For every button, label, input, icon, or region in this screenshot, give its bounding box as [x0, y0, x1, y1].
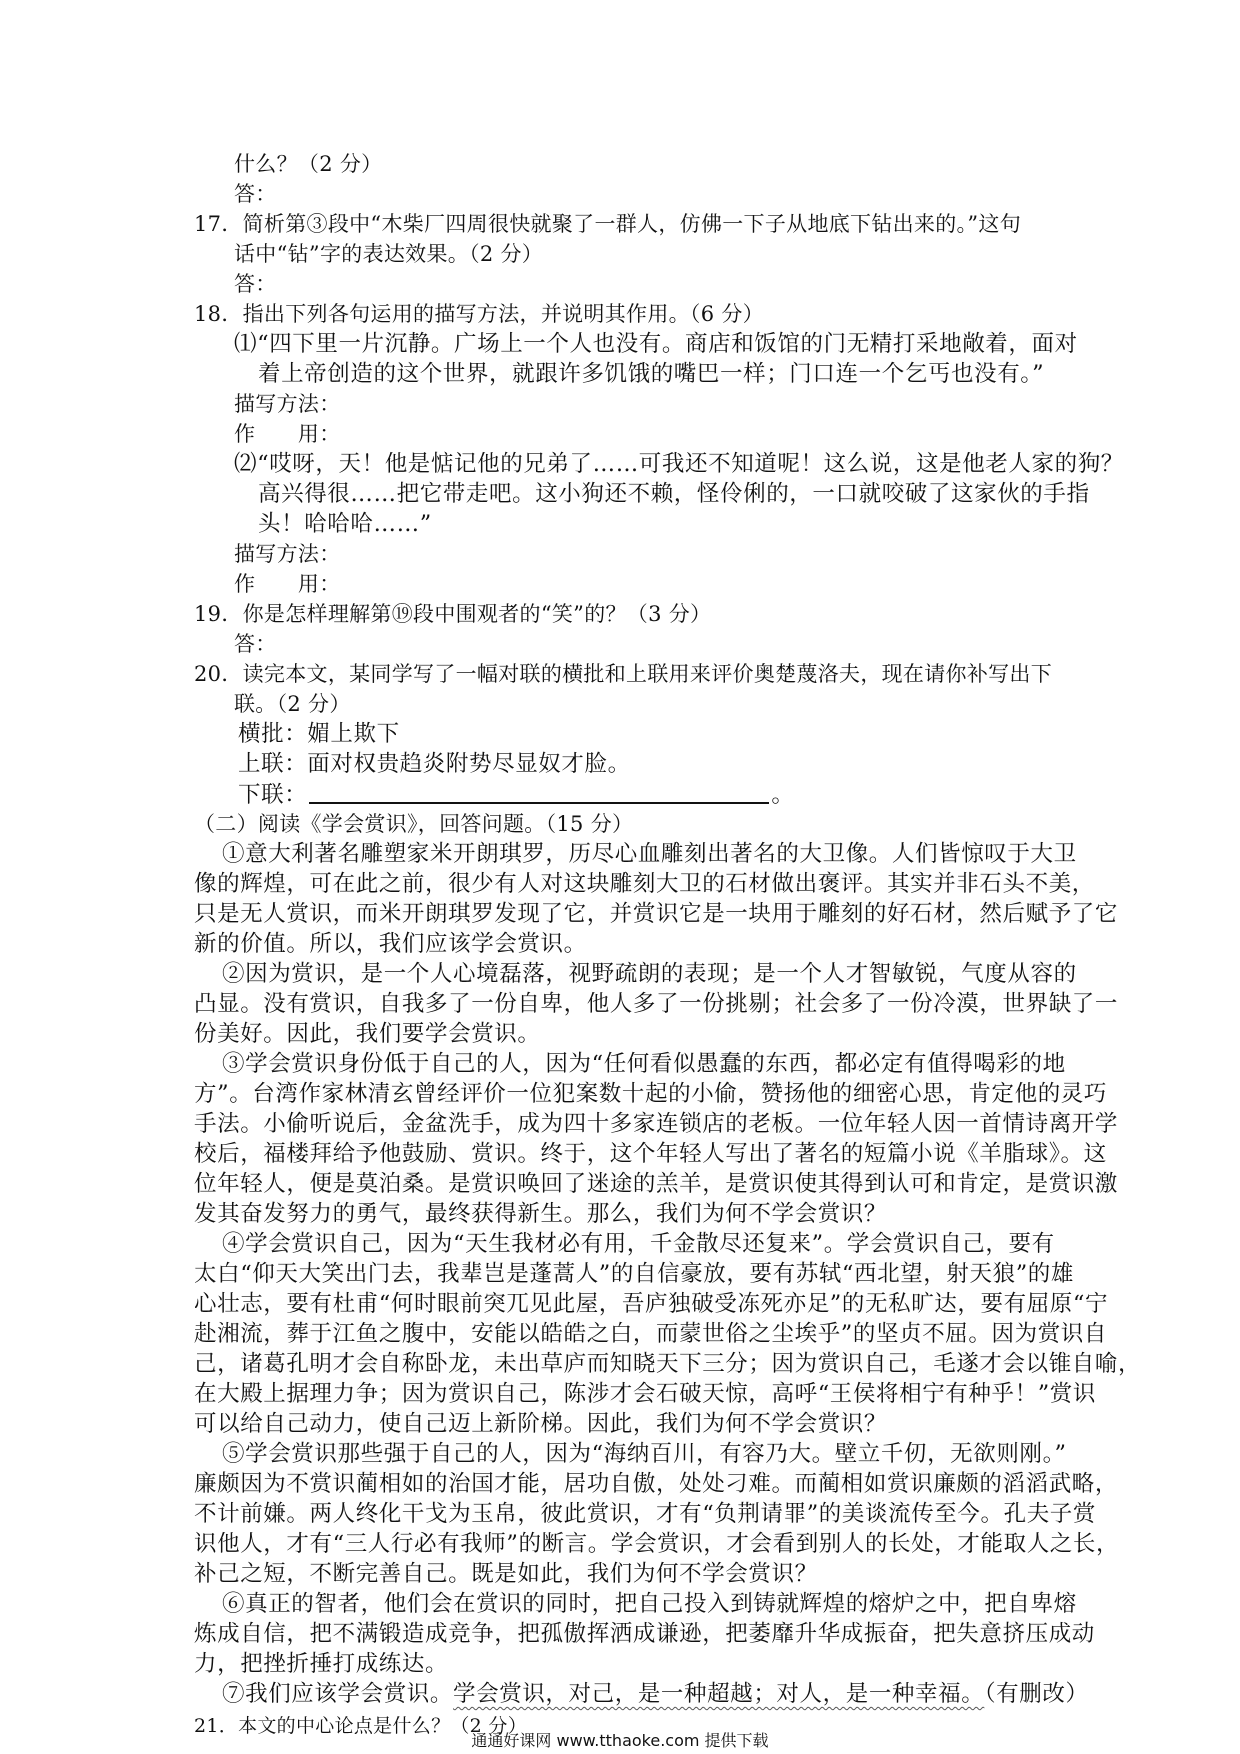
p7-note: （有删改） [984, 1681, 1089, 1707]
q20-line2: 联。（2 分） [234, 692, 351, 716]
q20-xialian [238, 780, 794, 809]
passage-line: 炼成自信，把不满锻造成竞争，把孤傲挥洒成谦逊，把萎靡升华成振奋，把失意挤压成动 [194, 1621, 1095, 1647]
passage-line: 份美好。因此，我们要学会赏识。 [194, 1021, 541, 1047]
q20-xialian-label: 下联： [238, 782, 308, 808]
passage-line: 凸显。没有赏识，自我多了一份自卑，他人多了一份挑剔；社会多了一份冷漠，世界缺了一 [194, 991, 1119, 1017]
q18-header: 18．指出下列各句运用的描写方法，并说明其作用。（6 分） [194, 302, 764, 326]
q16-line: 什么？（2 分） [234, 152, 383, 176]
passage-line: 只是无人赏识，而米开朗琪罗发现了它，并赏识它是一块用于雕刻的好石材，然后赋予了它 [194, 901, 1119, 927]
passage-line: 手法。小偷听说后，金盆洗手，成为四十多家连锁店的老板。一位年轻人因一首情诗离开学 [194, 1111, 1119, 1137]
passage-title: （二）阅读《学会赏识》，回答问题。（15 分） [194, 812, 634, 836]
q19-line: 19．你是怎样理解第⑲段中围观者的“笑”的？（3 分） [194, 602, 712, 626]
passage-line: 己，诸葛孔明才会自称卧龙，未出草庐而知晓天下三分；因为赏识自己，毛遂才会以锥自喻， [194, 1351, 1142, 1377]
passage-line: ①意大利著名雕塑家米开朗琪罗，历尽心血雕刻出著名的大卫像。人们皆惊叹于大卫 [222, 841, 1077, 867]
q18-s1-line1: ⑴“四下里一片沉静。广场上一个人也没有。商店和饭馆的门无精打采地敞着，面对 [234, 331, 1078, 357]
q20-xialian-end: 。 [771, 782, 795, 808]
passage-p7 [222, 1680, 1089, 1708]
q21-line: 21．本文的中心论点是什么？（2 分） [194, 1715, 528, 1737]
passage-line: 发其奋发努力的勇气，最终获得新生。那么，我们为何不学会赏识？ [194, 1201, 888, 1227]
passage-line: ⑤学会赏识那些强于自己的人，因为“海纳百川，有容乃大。壁立千仞，无欲则刚。” [222, 1441, 1067, 1467]
q18-s1-effect: 作 用： [234, 422, 341, 446]
q20-hengpi: 横批：媚上欺下 [238, 721, 400, 747]
passage-line: 赴湘流，葬于江鱼之腹中，安能以皓皓之白，而蒙世俗之尘埃乎”的坚贞不屈。因为赏识自 [194, 1321, 1108, 1347]
passage-line: 识他人，才有“三人行必有我师”的断言。学会赏识，才会看到别人的长处，才能取人之长， [194, 1531, 1120, 1557]
passage-line: 在大殿上据理力争；因为赏识自己，陈涉才会石破天惊，高呼“王侯将相宁有种乎！”赏识 [194, 1381, 1097, 1407]
q18-s1-method: 描写方法： [234, 392, 341, 416]
passage-line: ②因为赏识，是一个人心境磊落，视野疏朗的表现；是一个人才智敏锐，气度从容的 [222, 961, 1077, 987]
passage-line: 方”。台湾作家林清玄曾经评价一位犯案数十起的小偷，赞扬他的细密心思，肯定他的灵巧 [194, 1081, 1108, 1107]
passage-line: 位年轻人，便是莫泊桑。是赏识唤回了迷途的羔羊，是赏识使其得到认可和肯定，是赏识激 [194, 1171, 1119, 1197]
q20-shanglian: 上联：面对权贵趋炎附势尽显奴才脸。 [238, 751, 631, 777]
q17-answer: 答： [234, 272, 277, 296]
passage-line: 校后，福楼拜给予他鼓励、赏识。终于，这个年轻人写出了著名的短篇小说《羊脂球》。这 [194, 1141, 1107, 1167]
passage-line: ③学会赏识身份低于自己的人，因为“任何看似愚蠢的东西，都必定有值得喝彩的地 [222, 1051, 1066, 1077]
q18-s2-effect: 作 用： [234, 572, 341, 596]
q18-s2-method: 描写方法： [234, 542, 341, 566]
passage-line: 廉颇因为不赏识蔺相如的治国才能，居功自傲，处处刁难。而蔺相如赏识廉颇的滔滔武略， [194, 1471, 1119, 1497]
q20-line1: 20．读完本文，某同学写了一幅对联的横批和上联用来评价奥楚蔑洛夫，现在请你补写出下 [194, 662, 1053, 686]
passage-line: 太白“仰天大笑出门去，我辈岂是蓬蒿人”的自信豪放，要有苏轼“西北望，射天狼”的雄 [194, 1261, 1075, 1287]
xialian-answer-blank[interactable] [309, 780, 769, 804]
q18-s1-line2: 着上帝创造的这个世界，就跟许多饥饿的嘴巴一样；门口连一个乞丐也没有。” [258, 361, 1045, 387]
passage-line: 像的辉煌，可在此之前，很少有人对这块雕刻大卫的石材做出褒评。其实并非石头不美， [194, 871, 1095, 897]
q18-s2-line2: 高兴得很……把它带走吧。这小狗还不赖，怪伶俐的，一口就咬破了这家伙的手指 [258, 481, 1090, 507]
passage-line: ⑥真正的智者，他们会在赏识的同时，把自己投入到铸就辉煌的熔炉之中，把自卑熔 [222, 1591, 1077, 1617]
q18-s2-line3: 头！哈哈哈……” [258, 511, 432, 537]
q17-line1: 17．简析第③段中“木柴厂四周很快就聚了一群人，仿佛一下子从地底下钻出来的。”这句 [194, 212, 1021, 236]
footer-source: 通通好课网 www.tthaoke.com 提供下载 [471, 1731, 769, 1750]
q19-answer: 答： [234, 632, 277, 656]
q17-line2: 话中“钻”字的表达效果。（2 分） [234, 242, 544, 266]
passage-line: 力，把挫折捶打成练达。 [194, 1651, 449, 1677]
passage-line: ④学会赏识自己，因为“天生我材必有用，千金散尽还复来”。学会赏识自己，要有 [222, 1231, 1055, 1257]
passage-line: 可以给自己动力，使自己迈上新阶梯。因此，我们为何不学会赏识？ [194, 1411, 888, 1437]
p7-wavy-sentence: 学会赏识，对己，是一种超越；对人，是一种幸福。 [453, 1681, 985, 1707]
q18-s2-line1: ⑵“哎呀，天！他是惦记他的兄弟了……可我还不知道呢！这么说，这是他老人家的狗？ [234, 451, 1124, 477]
p7-start: ⑦我们应该学会赏识。 [222, 1681, 454, 1707]
passage-line: 补己之短，不断完善自己。既是如此，我们为何不学会赏识？ [194, 1561, 818, 1587]
passage-line: 不计前嫌。两人终化干戈为玉帛，彼此赏识，才有“负荆请罪”的美谈流传至今。孔夫子赏 [194, 1501, 1097, 1527]
passage-line: 心壮志，要有杜甫“何时眼前突兀见此屋，吾庐独破受冻死亦足”的无私旷达，要有屈原“宁 [194, 1291, 1109, 1317]
passage-line: 新的价值。所以，我们应该学会赏识。 [194, 931, 587, 957]
q16-answer: 答： [234, 182, 277, 206]
